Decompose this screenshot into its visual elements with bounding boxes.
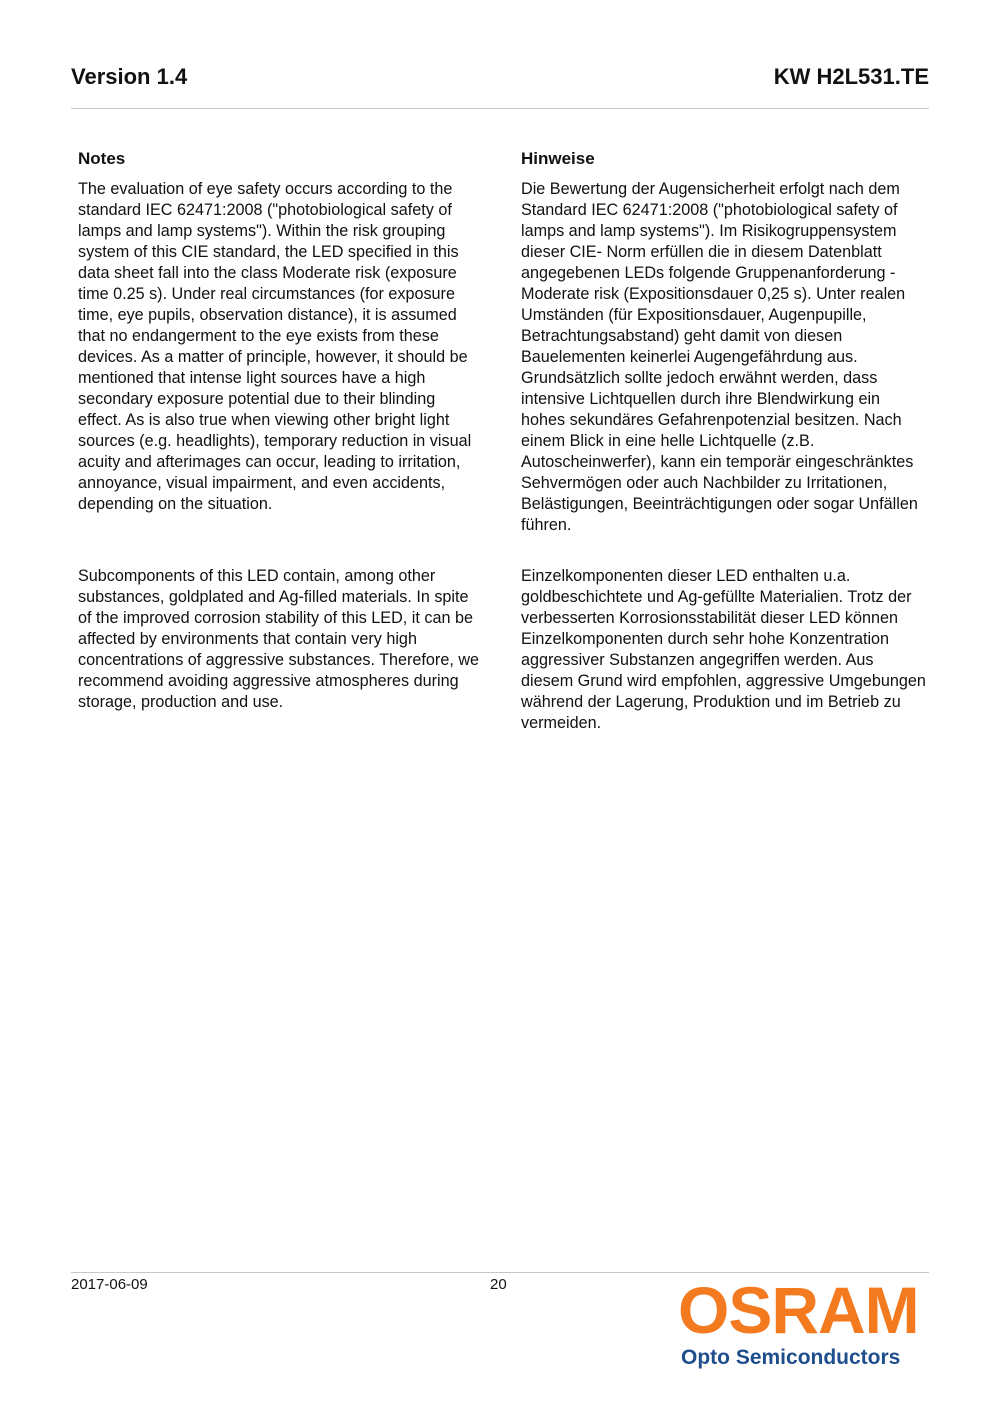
header-product: KW H2L531.TE <box>773 64 929 89</box>
osram-logo-word: OSRAM <box>678 1273 919 1347</box>
hinweise-paragraph-2 <box>521 566 926 734</box>
notes-text-2: Subcomponents of this LED contain, among other substances, goldplated and Ag-filled materials. In spite of the improved corrosion stability of this LED, it can be affected by environments that contain very high concentrations of aggressive substances. Therefore, we recommend avoiding aggressive atmospheres during storage, production and use. <box>78 567 480 711</box>
hinweise-text-1: Die Bewertung der Augensicherheit erfolgt nach dem Standard IEC 62471:2008 ("photobiological safety of lamps and lamp systems"). Im Risikogruppensystem dieser CIE- Norm erfüllen die in diesem Datenblatt angegebenen LEDs folgende Gruppenanforderung - Moderate risk (Expositionsdauer 0,25 s). Unter realen Umständen (für Expositionsdauer, Augenpupille, Betrachtungsabstand) geht damit von diesen Bauelementen keinerlei Augengefährdung aus. Grundsätzlich sollte jedoch erwähnt werden, dass intensive Lichtquellen durch ihre Blendwirkung ein hohes sekundäres Gefahrenpotenzial besitzen. Nach einem Blick in eine helle Lichtquelle (z.B. Autoscheinwerfer), kann ein temporär eingeschränktes Sehvermögen oder auch Nachbilder zu Irritationen, Belästigungen, Beeinträchtigungen oder sogar Unfällen führen. <box>521 180 918 534</box>
osram-logo <box>678 1273 936 1374</box>
hinweise-text-2: Einzelkomponenten dieser LED enthalten u.a. goldbeschichtete und Ag-gefüllte Materialien. Trotz der verbesserten Korrosionsstabilität dieser LED können Einzelkomponenten durch sehr hohe Konzentration aggressiver Substanzen angegriffen werden. Aus diesem Grund wird empfohlen, aggressive Umgebungen während der Lagerung, Produktion und im Betrieb zu vermeiden. <box>521 567 926 732</box>
notes-title: Notes <box>78 149 126 168</box>
hinweise-paragraph-1 <box>521 179 926 536</box>
hinweise-title: Hinweise <box>521 149 595 168</box>
header-version: Version 1.4 <box>71 64 188 89</box>
notes-paragraph-2 <box>78 566 480 713</box>
footer-page-number: 20 <box>490 1276 507 1293</box>
header-divider <box>71 108 929 109</box>
notes-paragraph-1 <box>78 179 480 515</box>
notes-text-1: The evaluation of eye safety occurs according to the standard IEC 62471:2008 ("photobiological safety of lamps and lamp systems"). Within the risk grouping system of this CIE standard, the LED specified in this data sheet fall into the class Moderate risk (exposure time 0.25 s). Under real circumstances (for exposure time, eye pupils, observation distance), it is assumed that no endangerment to the eye exists from these devices. As a matter of principle, however, it should be mentioned that intense light sources have a high secondary exposure potential due to their blinding effect. As is also true when viewing other bright light sources (e.g. headlights), temporary reduction in visual acuity and afterimages can occur, leading to irritation, annoyance, visual impairment, and even accidents, depending on the situation. <box>78 180 472 513</box>
footer-date: 2017-06-09 <box>71 1276 148 1293</box>
osram-logo-subtitle: Opto Semiconductors <box>681 1346 901 1369</box>
